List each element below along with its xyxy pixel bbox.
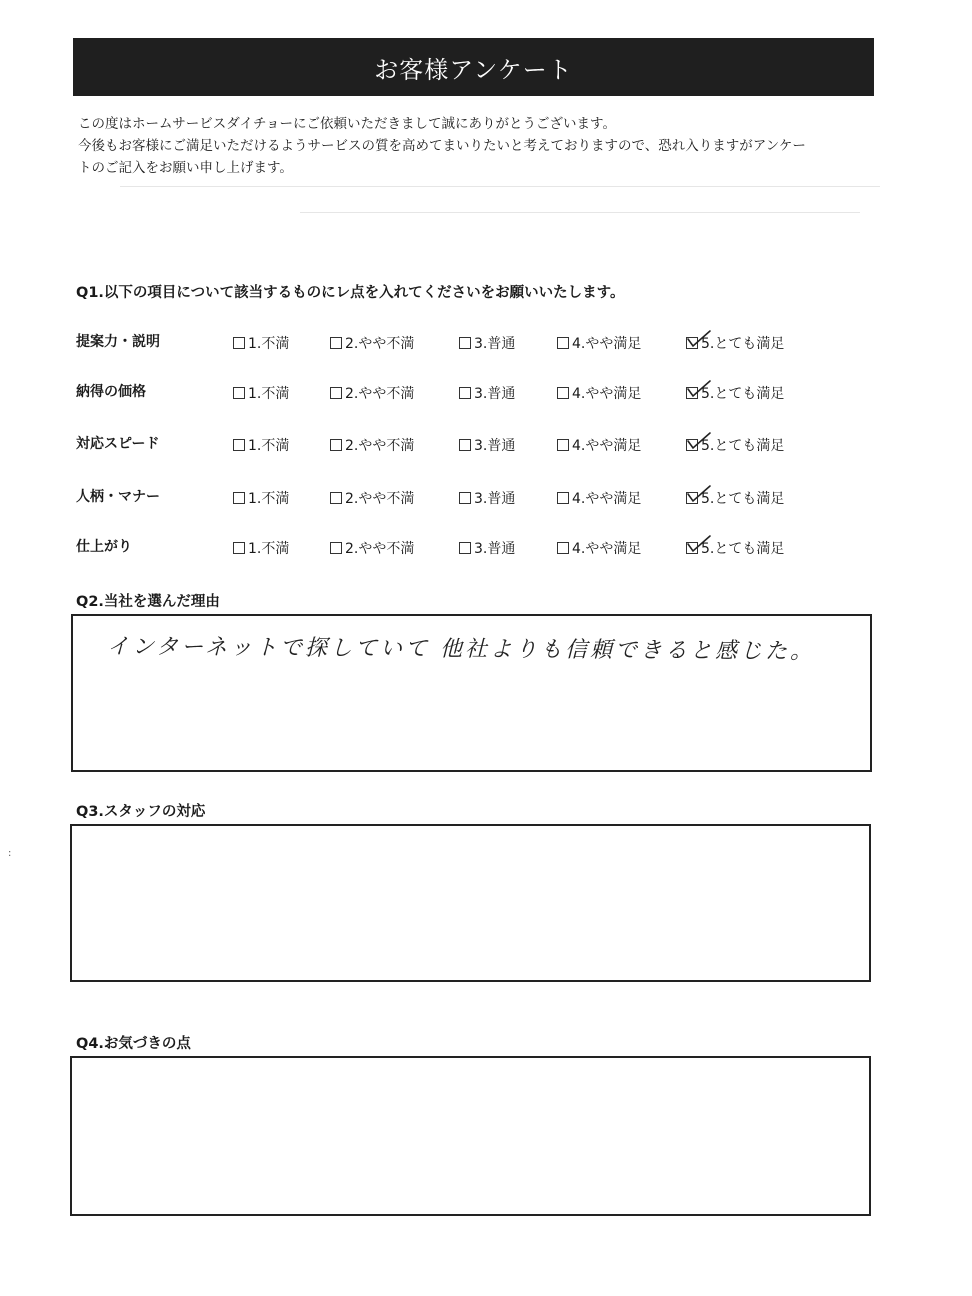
rating-option[interactable]: [330, 383, 414, 403]
checkbox-empty-icon[interactable]: [686, 492, 698, 504]
checkbox-empty-icon[interactable]: [459, 492, 471, 504]
rating-option[interactable]: [557, 333, 641, 353]
rating-option-label: 1.不満: [248, 336, 290, 352]
checkbox-empty-icon[interactable]: [459, 542, 471, 554]
rating-row: [76, 486, 876, 510]
rating-option[interactable]: [233, 435, 289, 455]
rating-option[interactable]: [330, 435, 414, 455]
rating-row: [76, 331, 876, 355]
checkbox-empty-icon[interactable]: [330, 387, 342, 399]
rating-option-label: 2.やや不満: [345, 386, 415, 402]
checkbox-empty-icon[interactable]: [330, 337, 342, 349]
rating-option-label: 4.やや満足: [572, 438, 642, 454]
checkmark-icon: [686, 485, 712, 503]
rating-option[interactable]: [686, 383, 784, 403]
checkbox-empty-icon[interactable]: [686, 337, 698, 349]
checkmark-icon: [686, 380, 712, 398]
intro-line-3: トのご記入をお願い申し上げます。: [78, 160, 293, 176]
rating-option-label: 1.不満: [248, 541, 290, 557]
rating-option[interactable]: [459, 435, 515, 455]
q4-answer-box[interactable]: [70, 1056, 871, 1216]
rating-option[interactable]: [459, 538, 515, 558]
checkbox-empty-icon[interactable]: [557, 492, 569, 504]
checkbox-empty-icon[interactable]: [330, 439, 342, 451]
checkbox-empty-icon[interactable]: [686, 542, 698, 554]
rating-option[interactable]: [686, 435, 784, 455]
q2-handwritten-answer: インターネットで探していて 他社よりも信頼できると感じた。: [106, 634, 816, 665]
rating-option[interactable]: [459, 333, 515, 353]
rating-option-label: 1.不満: [248, 438, 290, 454]
q1-heading: Q1.以下の項目について該当するものにレ点を入れてくださいをお願いいたします。: [76, 285, 625, 301]
rating-option[interactable]: [330, 488, 414, 508]
rating-option[interactable]: [557, 383, 641, 403]
survey-title: お客様アンケート: [374, 55, 573, 84]
rating-option-label: 2.やや不満: [345, 336, 415, 352]
rating-option[interactable]: [233, 383, 289, 403]
rating-option-label: 5.とても満足: [701, 491, 785, 507]
q3-heading: Q3.スタッフの対応: [76, 804, 206, 820]
checkbox-empty-icon[interactable]: [459, 337, 471, 349]
rating-option[interactable]: [686, 333, 784, 353]
q4-heading: Q4.お気づきの点: [76, 1036, 191, 1052]
rating-option[interactable]: [233, 333, 289, 353]
scan-divider: [300, 212, 860, 213]
rating-option[interactable]: [686, 538, 784, 558]
checkbox-empty-icon[interactable]: [557, 387, 569, 399]
rating-row: [76, 536, 876, 560]
rating-row-label: 人柄・マナー: [76, 489, 160, 505]
rating-option-label: 5.とても満足: [701, 386, 785, 402]
rating-option-label: 3.普通: [474, 386, 516, 402]
rating-option-label: 5.とても満足: [701, 541, 785, 557]
rating-row-label: 対応スピード: [76, 436, 160, 452]
rating-option[interactable]: [330, 333, 414, 353]
intro-line-1: この度はホームサービスダイチョーにご依頼いただきまして誠にありがとうございます。: [78, 116, 616, 132]
rating-option-label: 1.不満: [248, 491, 290, 507]
rating-option[interactable]: [233, 538, 289, 558]
rating-row-label: 納得の価格: [76, 384, 146, 400]
rating-row-label: 仕上がり: [76, 539, 132, 555]
checkbox-empty-icon[interactable]: [686, 387, 698, 399]
rating-option-label: 4.やや満足: [572, 541, 642, 557]
rating-option[interactable]: [330, 538, 414, 558]
checkbox-empty-icon[interactable]: [459, 439, 471, 451]
checkbox-empty-icon[interactable]: [233, 439, 245, 451]
scan-speck: :: [8, 848, 12, 859]
q2-heading: Q2.当社を選んだ理由: [76, 594, 220, 610]
rating-option-label: 4.やや満足: [572, 491, 642, 507]
checkbox-empty-icon[interactable]: [233, 492, 245, 504]
checkbox-empty-icon[interactable]: [330, 492, 342, 504]
checkbox-empty-icon[interactable]: [557, 439, 569, 451]
rating-option-label: 3.普通: [474, 438, 516, 454]
rating-option-label: 3.普通: [474, 491, 516, 507]
intro-line-2: 今後もお客様にご満足いただけるようサービスの質を高めてまいりたいと考えておりますので、恐れ入りますがアンケー: [78, 138, 806, 154]
rating-option[interactable]: [686, 488, 784, 508]
q2-answer-box[interactable]: [71, 614, 872, 772]
checkbox-empty-icon[interactable]: [557, 542, 569, 554]
rating-option-label: 2.やや不満: [345, 541, 415, 557]
q3-answer-box[interactable]: [70, 824, 871, 982]
rating-option-label: 3.普通: [474, 336, 516, 352]
scan-divider: [120, 186, 880, 187]
rating-option[interactable]: [459, 383, 515, 403]
intro-text: [78, 113, 878, 179]
checkbox-empty-icon[interactable]: [686, 439, 698, 451]
rating-option[interactable]: [557, 435, 641, 455]
checkbox-empty-icon[interactable]: [233, 387, 245, 399]
checkmark-icon: [686, 330, 712, 348]
checkbox-empty-icon[interactable]: [459, 387, 471, 399]
rating-option-label: 4.やや満足: [572, 386, 642, 402]
rating-option-label: 1.不満: [248, 386, 290, 402]
rating-option-label: 3.普通: [474, 541, 516, 557]
rating-row: [76, 433, 876, 457]
checkmark-icon: [686, 432, 712, 450]
checkbox-empty-icon[interactable]: [330, 542, 342, 554]
rating-option[interactable]: [459, 488, 515, 508]
checkbox-empty-icon[interactable]: [233, 337, 245, 349]
rating-option-label: 2.やや不満: [345, 491, 415, 507]
checkmark-icon: [686, 535, 712, 553]
rating-option-label: 5.とても満足: [701, 336, 785, 352]
rating-row: [76, 381, 876, 405]
checkbox-empty-icon[interactable]: [557, 337, 569, 349]
checkbox-empty-icon[interactable]: [233, 542, 245, 554]
rating-option[interactable]: [557, 488, 641, 508]
rating-option[interactable]: [557, 538, 641, 558]
rating-option-label: 2.やや不満: [345, 438, 415, 454]
rating-row-label: 提案力・説明: [76, 334, 160, 350]
rating-option-label: 5.とても満足: [701, 438, 785, 454]
rating-option[interactable]: [233, 488, 289, 508]
rating-option-label: 4.やや満足: [572, 336, 642, 352]
survey-title-bar: [73, 38, 874, 96]
